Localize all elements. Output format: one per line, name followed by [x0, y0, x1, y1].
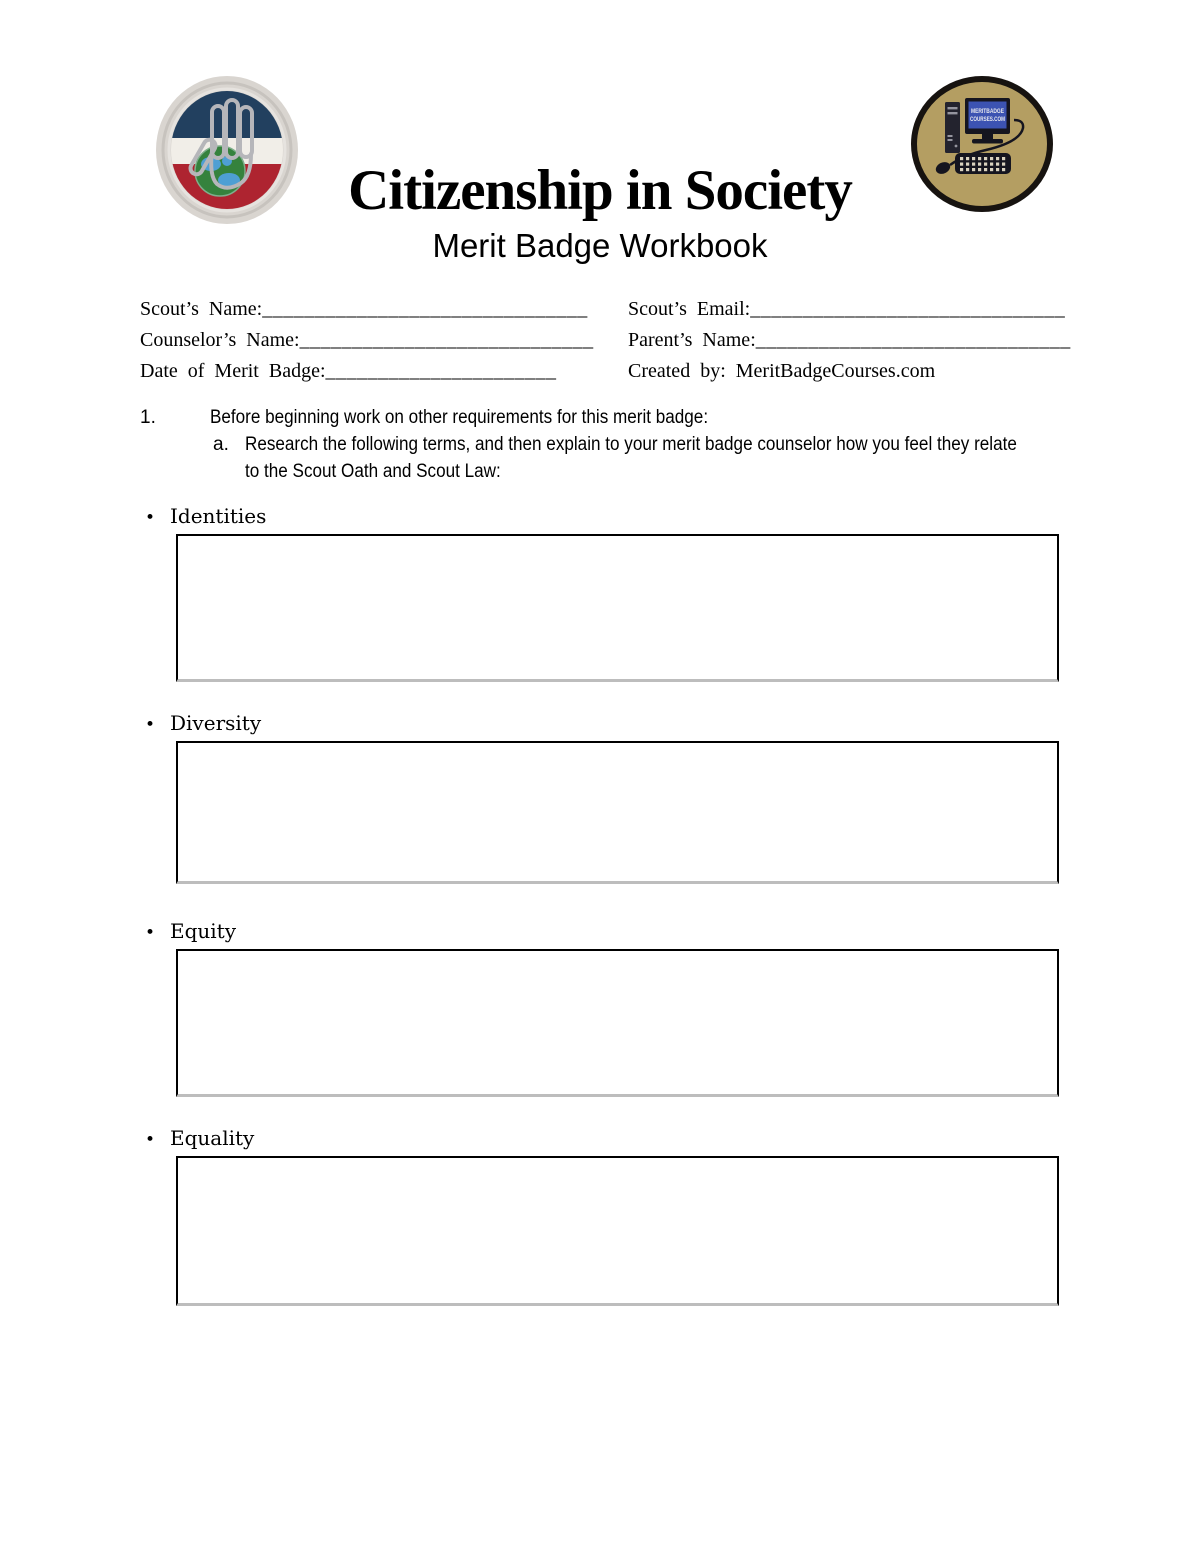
requirement-sub-text-line2: to the Scout Oath and Scout Law: — [245, 461, 501, 482]
term-label-equality: Equality — [170, 1126, 255, 1150]
bullet-icon: • — [145, 923, 156, 943]
page-title: Citizenship in Society — [348, 159, 852, 222]
bullet-icon: • — [145, 1130, 156, 1150]
badge-date-blank[interactable]: ______________________ — [325, 360, 557, 382]
term-label-identities: Identities — [170, 504, 267, 528]
term-section-diversity — [140, 711, 1070, 884]
requirement-sub-text-line1: Research the following terms, and then explain to your merit badge counselor how you feel they relate — [245, 434, 1017, 455]
form-row — [140, 356, 1090, 387]
bullet-icon: • — [145, 508, 156, 528]
scout-email-label: Scout’s Email: — [628, 298, 751, 320]
page-subtitle: Merit Badge Workbook — [432, 227, 768, 264]
bullet-icon: • — [145, 715, 156, 735]
answer-box-equality[interactable] — [176, 1156, 1059, 1306]
requirement-number: 1. — [140, 407, 156, 428]
requirement-text: Before beginning work on other requirements for this merit badge: — [210, 407, 709, 428]
scout-name-label: Scout’s Name: — [140, 298, 263, 320]
term-section-identities — [140, 504, 1070, 682]
counselor-name-blank[interactable]: ____________________________ — [299, 329, 594, 351]
patch-screen-text-line1: MERITBADGE — [971, 108, 1004, 115]
parent-name-blank[interactable]: ______________________________ — [755, 329, 1071, 351]
term-section-equality — [140, 1126, 1070, 1306]
patch-screen-text-line2: COURSES.COM — [970, 116, 1005, 123]
requirement-sub-letter: a. — [213, 434, 229, 455]
term-label-diversity: Diversity — [170, 711, 262, 735]
form-fields — [140, 294, 1090, 387]
answer-box-diversity[interactable] — [176, 741, 1059, 884]
term-section-equity — [140, 919, 1070, 1097]
created-by-label: Created by: MeritBadgeCourses.com — [628, 360, 936, 382]
answer-box-identities[interactable] — [176, 534, 1059, 682]
counselor-name-label: Counselor’s Name: — [140, 329, 300, 351]
form-row — [140, 294, 1090, 325]
scout-email-blank[interactable]: ______________________________ — [750, 298, 1066, 320]
requirement-1 — [140, 404, 1100, 485]
term-label-equity: Equity — [170, 919, 237, 943]
scout-name-blank[interactable]: _______________________________ — [262, 298, 588, 320]
form-row — [140, 325, 1090, 356]
badge-date-label: Date of Merit Badge: — [140, 360, 326, 382]
parent-name-label: Parent’s Name: — [628, 329, 756, 351]
answer-box-equity[interactable] — [176, 949, 1059, 1097]
